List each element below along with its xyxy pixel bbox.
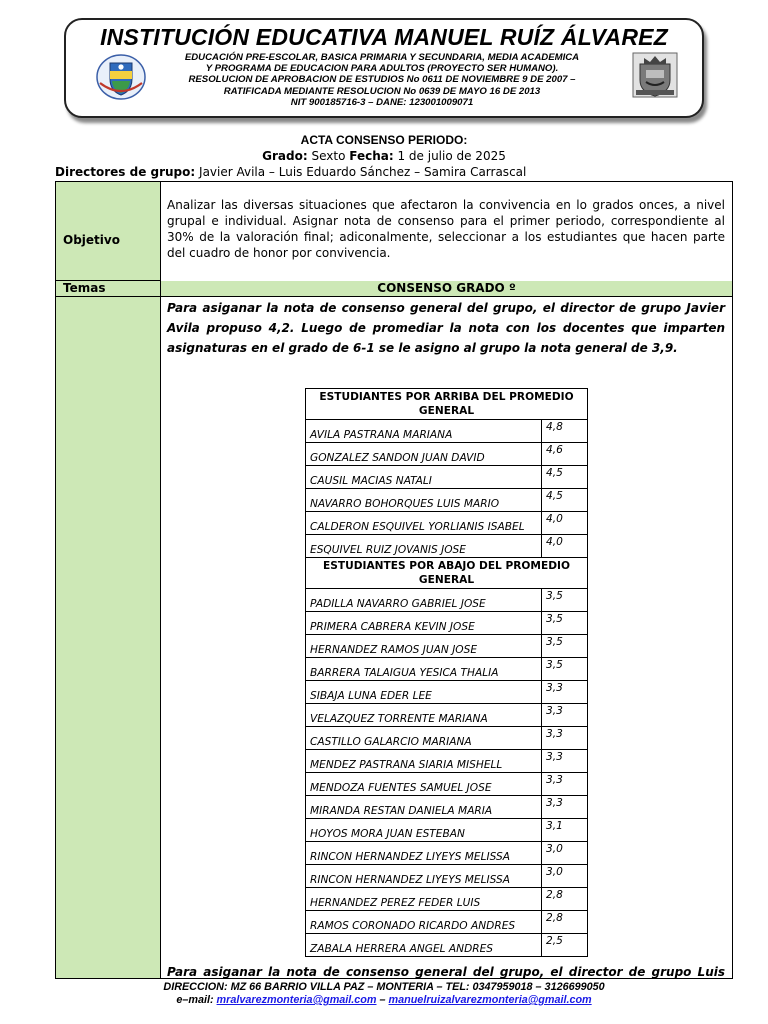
header-line: Y PROGRAMA DE EDUCACION PARA ADULTOS (PROYECTO SER HUMANO). [205,63,559,75]
school-shield-logo [96,53,146,101]
student-score: 3,3 [542,727,588,750]
student-name: PADILLA NAVARRO GABRIEL JOSE [306,589,542,612]
student-name: VELAZQUEZ TORRENTE MARIANA [306,704,542,727]
students-group-header: ESTUDIANTES POR ARRIBA DEL PROMEDIO GENERAL [306,389,588,420]
student-score: 3,5 [542,589,588,612]
student-row [306,911,588,934]
student-name: NAVARRO BOHORQUES LUIS MARIO [306,489,542,512]
student-name: HERNANDEZ PEREZ FEDER LUIS [306,888,542,911]
student-name: CALDERON ESQUIVEL YORLIANIS ISABEL [306,512,542,535]
header-info [158,52,606,108]
student-score: 4,5 [542,466,588,489]
student-score: 3,3 [542,704,588,727]
student-score: 3,5 [542,612,588,635]
student-name: RAMOS CORONADO RICARDO ANDRES [306,911,542,934]
student-score: 2,8 [542,911,588,934]
student-name: CASTILLO GALARCIO MARIANA [306,727,542,750]
student-row [306,589,588,612]
student-name: GONZALEZ SANDON JUAN DAVID [306,443,542,466]
student-name: ZABALA HERRERA ANGEL ANDRES [306,934,542,957]
student-name: MIRANDA RESTAN DANIELA MARIA [306,796,542,819]
student-score: 4,8 [542,420,588,443]
student-row [306,443,588,466]
student-score: 4,0 [542,512,588,535]
student-row [306,512,588,535]
student-row [306,796,588,819]
student-score: 4,6 [542,443,588,466]
header-line: EDUCACIÓN PRE-ESCOLAR, BASICA PRIMARIA Y SECUNDARIA, MEDIA ACADEMICA [184,52,580,63]
student-row [306,489,588,512]
fecha-value: 1 de julio de 2025 [397,149,506,163]
student-row [306,934,588,957]
student-row [306,466,588,489]
email-link-2[interactable]: manuelruizalvarezmonteria@gmail.com [388,994,592,1006]
student-row [306,635,588,658]
student-row [306,750,588,773]
grado-label: Grado: [262,149,308,163]
objetivo-label: Objetivo [63,233,120,247]
student-row [306,612,588,635]
students-table [305,388,588,957]
student-name: HERNANDEZ RAMOS JUAN JOSE [306,635,542,658]
header-line: NIT 900185716-3 – DANE: 123001009071 [290,96,474,108]
student-name: CAUSIL MACIAS NATALI [306,466,542,489]
objetivo-text: Analizar las diversas situaciones que afectaron la convivencia en lo grados onces, a nivel grupal e individual. Asignar nota de consenso para el primer periodo, correspondiente al 30% de la valoración final; adiconalmente, seleccionar a los estudiantes que hacen parte del cuadro de honor por convivencia. [167,198,725,260]
student-score: 3,0 [542,865,588,888]
student-name: AVILA PASTRANA MARIANA [306,420,542,443]
consenso-grado-label: CONSENSO GRADO º [160,281,732,296]
grado-fecha-line [0,149,768,163]
email-separator: – [379,994,386,1006]
student-row [306,842,588,865]
student-score: 3,3 [542,796,588,819]
directores-line [55,165,526,179]
student-score: 3,5 [542,658,588,681]
student-name: HOYOS MORA JUAN ESTEBAN [306,819,542,842]
student-row [306,727,588,750]
student-score: 4,0 [542,535,588,558]
student-name: ESQUIVEL RUIZ JOVANIS JOSE [306,535,542,558]
temas-body-cell [56,297,161,978]
acta-title: ACTA CONSENSO PERIODO: [300,133,468,147]
student-row [306,658,588,681]
email-label: e–mail: [176,994,214,1006]
footer-address: DIRECCION: MZ 66 BARRIO VILLA PAZ – MONTERIA – TEL: 0347959018 – 3126699050 [163,981,605,993]
temas-row [56,281,732,297]
student-score: 3,3 [542,681,588,704]
student-row [306,773,588,796]
consenso-paragraph: Para asiganar la nota de consenso general del grupo, el director de grupo Javier Avila propuso 4,2. Luego de promediar la nota con los docentes que imparten asignaturas en el grado de 6-1 se le asigno al grupo la nota general de 3,9. [167,301,725,355]
student-score: 3,5 [542,635,588,658]
student-name: RINCON HERNANDEZ LIYEYS MELISSA [306,842,542,865]
student-score: 3,3 [542,773,588,796]
student-name: RINCON HERNANDEZ LIYEYS MELISSA [306,865,542,888]
student-name: PRIMERA CABRERA KEVIN JOSE [306,612,542,635]
footer-emails [0,994,768,1006]
student-name: BARRERA TALAIGUA YESICA THALIA [306,658,542,681]
temas-label: Temas [63,281,106,295]
header-line: RESOLUCION DE APROBACION DE ESTUDIOS No 0611 DE NOVIEMBRE 9 DE 2007 – [188,74,576,86]
directores-value: Javier Avila – Luis Eduardo Sánchez – Samira Carrascal [199,165,527,179]
student-row [306,819,588,842]
city-coat-of-arms-logo [632,52,678,98]
student-name: MENDEZ PASTRANA SIARIA MISHELL [306,750,542,773]
acta-table [55,181,733,979]
student-row [306,681,588,704]
students-group-header-row [306,558,588,589]
student-name: SIBAJA LUNA EDER LEE [306,681,542,704]
header-banner [64,18,704,118]
directores-label: Directores de grupo: [55,165,196,179]
student-score: 4,5 [542,489,588,512]
students-group-header-row [306,389,588,420]
student-row [306,704,588,727]
student-row [306,865,588,888]
grado-value: Sexto [311,149,346,163]
student-row [306,420,588,443]
fecha-label: Fecha: [349,149,394,163]
objetivo-label-cell [56,182,161,281]
student-score: 2,5 [542,934,588,957]
header-line: RATIFICADA MEDIANTE RESOLUCION No 0639 DE MAYO 16 DE 2013 [223,85,541,97]
consenso-paragraph-continued: Para asiganar la nota de consenso general del grupo, el director de grupo Luis [167,965,725,979]
student-row [306,535,588,558]
institution-name: INSTITUCIÓN EDUCATIVA MANUEL RUÍZ ÁLVAREZ [100,24,668,50]
student-name: MENDOZA FUENTES SAMUEL JOSE [306,773,542,796]
student-score: 3,3 [542,750,588,773]
student-row [306,888,588,911]
email-link-1[interactable]: mralvarezmonteria@gmail.com [216,994,377,1006]
student-score: 3,0 [542,842,588,865]
students-group-header: ESTUDIANTES POR ABAJO DEL PROMEDIO GENERAL [306,558,588,589]
student-score: 3,1 [542,819,588,842]
student-score: 2,8 [542,888,588,911]
